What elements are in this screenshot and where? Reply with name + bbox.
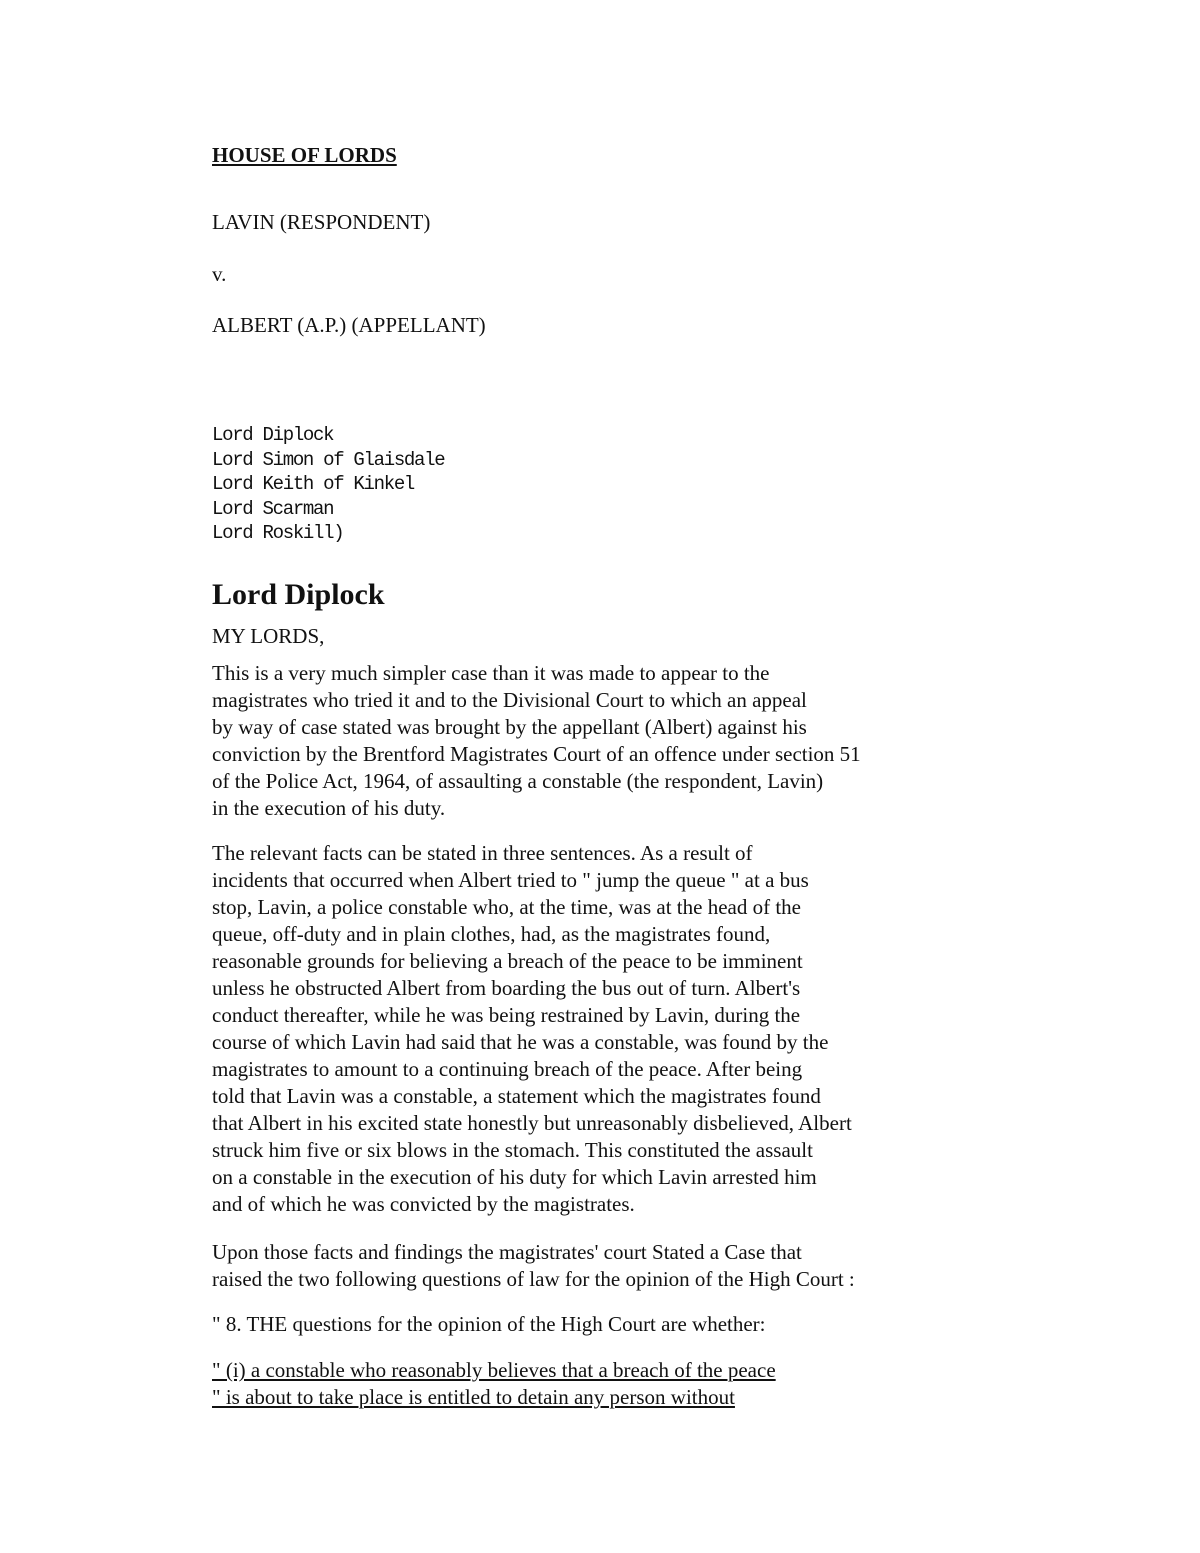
judge-name: Lord Roskill) xyxy=(212,522,344,544)
text-line: conviction by the Brentford Magistrates Court of an offence under section 51 xyxy=(212,742,861,766)
text-line: " (i) a constable who reasonably believes that a breach of the peace xyxy=(212,1358,776,1382)
text-line: course of which Lavin had said that he was a constable, was found by the xyxy=(212,1030,829,1054)
court-title: HOUSE OF LORDS xyxy=(212,143,397,167)
text-line: in the execution of his duty. xyxy=(212,796,446,820)
versus-line: v. xyxy=(212,262,227,286)
text-line: that Albert in his excited state honestly but unreasonably disbelieved, Albert xyxy=(212,1111,852,1135)
text-line: conduct thereafter, while he was being restrained by Lavin, during the xyxy=(212,1003,801,1027)
text-line: and of which he was convicted by the magistrates. xyxy=(212,1192,635,1216)
appellant-line: ALBERT (A.P.) (APPELLANT) xyxy=(212,313,486,337)
text-line: Upon those facts and findings the magistrates' court Stated a Case that xyxy=(212,1240,802,1264)
judges-list xyxy=(212,423,444,546)
paragraph-4 xyxy=(212,1311,766,1338)
respondent-line: LAVIN (RESPONDENT) xyxy=(212,210,431,234)
text-line: incidents that occurred when Albert tried to " jump the queue " at a bus xyxy=(212,868,809,892)
text-line: of the Police Act, 1964, of assaulting a constable (the respondent, Lavin) xyxy=(212,769,824,793)
text-line: by way of case stated was brought by the appellant (Albert) against his xyxy=(212,715,807,739)
text-line: This is a very much simpler case than it was made to appear to the xyxy=(212,661,770,685)
paragraph-1 xyxy=(212,660,861,822)
text-line: The relevant facts can be stated in three sentences. As a result of xyxy=(212,841,753,865)
text-line: queue, off-duty and in plain clothes, had, as the magistrates found, xyxy=(212,922,771,946)
paragraph-3 xyxy=(212,1239,855,1293)
text-line: struck him five or six blows in the stomach. This constituted the assault xyxy=(212,1138,813,1162)
text-line: " is about to take place is entitled to detain any person without xyxy=(212,1385,735,1409)
text-line: magistrates who tried it and to the Divisional Court to which an appeal xyxy=(212,688,807,712)
text-line: magistrates to amount to a continuing breach of the peace. After being xyxy=(212,1057,803,1081)
judge-name: Lord Keith of Kinkel xyxy=(212,473,415,495)
judge-name: Lord Simon of Glaisdale xyxy=(212,448,445,471)
salutation: MY LORDS, xyxy=(212,624,325,648)
text-line: " 8. THE questions for the opinion of the High Court are whether: xyxy=(212,1312,766,1336)
judge-name: Lord Scarman xyxy=(212,497,334,520)
text-line: raised the two following questions of law for the opinion of the High Court : xyxy=(212,1267,855,1291)
text-line: told that Lavin was a constable, a statement which the magistrates found xyxy=(212,1084,821,1108)
text-line: unless he obstructed Albert from boarding the bus out of turn. Albert's xyxy=(212,976,801,1000)
text-line: on a constable in the execution of his duty for which Lavin arrested him xyxy=(212,1165,817,1189)
text-line: stop, Lavin, a police constable who, at the time, was at the head of the xyxy=(212,895,801,919)
judge-name: Lord Diplock xyxy=(212,424,334,446)
text-line: reasonable grounds for believing a breach of the peace to be imminent xyxy=(212,949,803,973)
paragraph-5-quoted-question xyxy=(212,1357,776,1411)
speaker-heading: Lord Diplock xyxy=(212,578,385,611)
paragraph-2 xyxy=(212,840,852,1218)
